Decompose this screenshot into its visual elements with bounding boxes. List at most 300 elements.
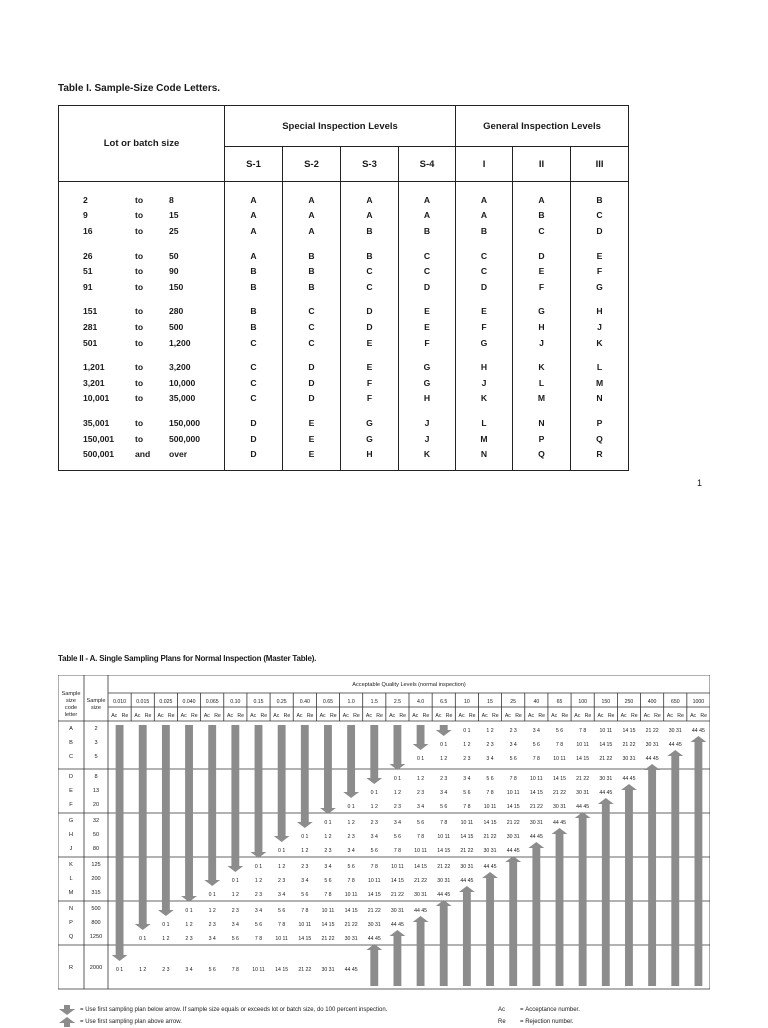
- sample-size: 800: [91, 920, 101, 926]
- ac-re-pair: 0 1: [416, 756, 425, 762]
- ac-re-pair: 7 8: [278, 922, 286, 928]
- ac-re-pair: 30 31: [414, 892, 428, 898]
- code-letter-cell: H: [456, 350, 513, 375]
- ac-re-pair: 5 6: [324, 878, 332, 884]
- ac-re-pair: 5 6: [254, 922, 263, 928]
- sample-size: 80: [92, 846, 100, 852]
- ac-re-pair: 30 31: [390, 908, 404, 914]
- aql-value: 6.5: [440, 699, 448, 705]
- ac-re-pair: 7 8: [463, 804, 471, 810]
- size-header-line: size: [91, 705, 101, 711]
- column-header: II: [513, 147, 571, 182]
- ac-re-pair: 10 11: [599, 728, 613, 734]
- eq-sign: =: [80, 1019, 84, 1025]
- ac-re-pair: 30 31: [367, 922, 381, 928]
- ac-re-pair: 0 1: [440, 742, 448, 748]
- ac-re-pair: 44 45: [414, 908, 428, 914]
- ac-re-pair: 0 1: [347, 804, 355, 810]
- ac-re-pair: 2 3: [416, 790, 425, 796]
- aql-value: 0.065: [205, 699, 219, 705]
- lot-to: 500,000: [169, 433, 201, 444]
- code-letter-cell: F: [341, 391, 399, 407]
- lot-from: 91: [83, 281, 93, 292]
- re-label: Re: [584, 713, 592, 719]
- ac-re-pair: 3 4: [185, 967, 193, 973]
- code-letter-cell: G: [341, 431, 399, 447]
- code-letter-cell: E: [341, 335, 399, 351]
- code-letter-cell: K: [571, 335, 629, 351]
- aql-value: 25: [510, 699, 517, 705]
- ac-re-pair: 5 6: [393, 834, 402, 840]
- ac-re-pair: 1 2: [463, 742, 471, 748]
- ac-re-pair: 10 11: [391, 864, 404, 870]
- ac-re-pair: 0 1: [254, 864, 263, 870]
- aql-value: 0.10: [230, 699, 241, 705]
- re-label: Re: [353, 713, 360, 719]
- ac-re-pair: 5 6: [370, 848, 378, 854]
- ac-re-pair: 21 22: [553, 790, 566, 796]
- legend-re: [498, 1016, 580, 1028]
- lot-sep: to: [135, 306, 144, 317]
- ac-re-pair: 1 2: [347, 820, 355, 826]
- ac-re-pair: 21 22: [483, 834, 497, 840]
- ac-re-pair: 10 11: [460, 820, 474, 826]
- ac-label: Ac: [157, 713, 164, 719]
- re-label: Re: [260, 713, 268, 719]
- lot-range-cell: [59, 263, 225, 279]
- lot-sep: to: [135, 393, 144, 404]
- code-letter-cell: M: [571, 375, 629, 391]
- ac-re-pair: 44 45: [645, 756, 659, 762]
- ac-re-pair: 30 31: [553, 804, 566, 810]
- down-arrow-icon: [251, 725, 267, 858]
- lot-size-header: Lot or batch size: [59, 106, 225, 182]
- ac-re-pair: 0 1: [370, 790, 378, 796]
- code-letter-cell: B: [225, 319, 283, 335]
- aql-value: 4.0: [416, 699, 425, 705]
- ac-re-pair: 7 8: [440, 820, 448, 826]
- lot-sep: to: [135, 266, 144, 277]
- ac-re-pair: 44 45: [367, 936, 381, 942]
- ac-re-pair: 44 45: [691, 728, 705, 734]
- lot-to: 3,200: [169, 362, 191, 373]
- ac-re-pair: 44 45: [483, 864, 497, 870]
- code-letter: C: [68, 754, 74, 760]
- ac-re-pair: 7 8: [509, 776, 517, 782]
- ac-re-pair: 14 15: [414, 864, 428, 870]
- ac-re-pair: 14 15: [622, 728, 636, 734]
- ac-re-pair: 7 8: [347, 878, 355, 884]
- up-arrow-icon: [644, 764, 660, 986]
- ac-re-pair: 21 22: [506, 820, 520, 826]
- code-letter: P: [69, 920, 73, 926]
- code-letter: M: [68, 890, 74, 896]
- code-letter-cell: D: [456, 279, 513, 295]
- code-letter-cell: N: [513, 406, 571, 431]
- code-letter-cell: J: [513, 335, 571, 351]
- aql-value: 10: [463, 699, 470, 705]
- legend-ac-label: Ac: [498, 1007, 506, 1013]
- ac-re-pair: 1 2: [301, 848, 309, 854]
- code-letter-cell: G: [399, 350, 456, 375]
- ac-re-pair: 7 8: [370, 864, 378, 870]
- ac-re-pair: 3 4: [440, 790, 448, 796]
- ac-re-pair: 21 22: [344, 922, 358, 928]
- ac-re-pair: 0 1: [231, 878, 239, 884]
- ac-re-pair: 2 3: [347, 834, 355, 840]
- down-arrow-icon: [390, 725, 406, 770]
- column-header: S-4: [399, 147, 456, 182]
- ac-label: Ac: [134, 713, 141, 719]
- lot-range-cell: [59, 319, 225, 335]
- ac-re-pair: 5 6: [416, 820, 425, 826]
- ac-re-pair: 21 22: [321, 936, 335, 942]
- table-row: [59, 406, 629, 431]
- re-label: Re: [607, 713, 615, 719]
- ac-re-pair: 21 22: [390, 892, 404, 898]
- lot-from: 51: [83, 266, 93, 277]
- ac-re-pair: 44 45: [668, 742, 682, 748]
- up-arrow-icon: [390, 930, 406, 986]
- aql-value: 15: [487, 699, 493, 705]
- code-letter-cell: J: [571, 319, 629, 335]
- down-arrow-icon: [320, 725, 336, 814]
- table-row: [59, 182, 629, 208]
- code-letter-cell: E: [283, 406, 341, 431]
- code-letter-cell: D: [399, 279, 456, 295]
- re-label: Re: [700, 713, 708, 719]
- code-letter: B: [69, 740, 73, 746]
- code-letter-cell: D: [225, 431, 283, 447]
- ac-re-pair: 30 31: [645, 742, 659, 748]
- ac-re-pair: 5 6: [278, 908, 286, 914]
- down-arrow-icon: [297, 725, 313, 828]
- code-letter-cell: B: [283, 279, 341, 295]
- ac-re-pair: 21 22: [414, 878, 428, 884]
- ac-re-pair: 14 15: [437, 848, 451, 854]
- code-letter-cell: J: [399, 406, 456, 431]
- ac-re-pair: 0 1: [115, 967, 124, 973]
- table-row: [59, 295, 629, 320]
- ac-re-pair: 44 45: [506, 848, 520, 854]
- up-arrow-icon: [436, 900, 452, 986]
- column-header: S-1: [225, 147, 283, 182]
- code-letter-cell: Q: [513, 446, 571, 470]
- ac-re-pair: 21 22: [367, 908, 381, 914]
- down-arrow-icon: [135, 725, 151, 930]
- ac-re-pair: 10 11: [483, 804, 497, 810]
- code-letter-cell: C: [283, 295, 341, 320]
- legend: [498, 1004, 580, 1028]
- lot-range-cell: [59, 208, 225, 224]
- code-letter-cell: M: [456, 431, 513, 447]
- ac-re-pair: 1 2: [324, 834, 332, 840]
- ac-re-pair: 14 15: [344, 908, 358, 914]
- ac-re-pair: 5 6: [486, 776, 494, 782]
- ac-re-pair: 44 45: [576, 804, 590, 810]
- ac-re-pair: 2 3: [278, 878, 286, 884]
- lot-range-cell: [59, 239, 225, 264]
- ac-re-pair: 5 6: [301, 892, 309, 898]
- lot-sep: to: [135, 225, 144, 236]
- ac-re-pair: 44 45: [437, 892, 451, 898]
- ac-re-pair: 2 3: [231, 908, 239, 914]
- ac-re-pair: 10 11: [437, 834, 451, 840]
- ac-re-pair: 44 45: [529, 834, 543, 840]
- aql-value: 0.65: [322, 699, 334, 705]
- code-letter-cell: L: [571, 350, 629, 375]
- code-letter: F: [69, 802, 73, 808]
- ac-re-pair: 14 15: [553, 776, 566, 782]
- aql-header: Acceptable Quality Levels (normal inspection): [352, 682, 466, 688]
- ac-re-pair: 21 22: [599, 756, 613, 762]
- lot-range-cell: [59, 391, 225, 407]
- aql-value: 0.025: [159, 699, 173, 705]
- code-letter: Q: [68, 934, 74, 940]
- code-letter-cell: E: [571, 239, 629, 264]
- ac-label: Ac: [435, 713, 442, 719]
- ac-re-pair: 2 3: [370, 820, 378, 826]
- lot-to: 90: [169, 266, 179, 277]
- code-letter-cell: C: [283, 335, 341, 351]
- ac-re-pair: 1 2: [416, 776, 425, 782]
- ac-label: Ac: [574, 713, 581, 719]
- lot-range-cell: [59, 406, 225, 431]
- code-letter-cell: D: [225, 406, 283, 431]
- code-letter-cell: G: [399, 375, 456, 391]
- sample-size: 2: [94, 726, 98, 732]
- ac-re-pair: 5 6: [347, 864, 355, 870]
- ac-re-pair: 7 8: [579, 728, 587, 734]
- aql-value: 400: [647, 699, 657, 705]
- table1-title: Table I. Sample-Size Code Letters.: [58, 83, 221, 94]
- ac-label: Ac: [690, 713, 697, 719]
- ac-re-pair: 30 31: [437, 878, 451, 884]
- ac-re-pair: 2 3: [393, 804, 402, 810]
- ac-re-pair: 2 3: [185, 936, 193, 942]
- table-row: [59, 223, 629, 239]
- lot-sep: to: [135, 250, 144, 261]
- lot-range-cell: [59, 350, 225, 375]
- ac-re-pair: 0 1: [278, 848, 286, 854]
- code-letter-cell: J: [456, 375, 513, 391]
- down-arrow-icon: [343, 725, 359, 798]
- lot-sep: to: [135, 362, 144, 373]
- re-label: Re: [399, 713, 407, 719]
- code-letter-cell: G: [456, 335, 513, 351]
- ac-re-pair: 2 3: [208, 922, 216, 928]
- ac-re-pair: 30 31: [576, 790, 590, 796]
- code-letter: H: [68, 832, 74, 838]
- code-letter-cell: A: [456, 182, 513, 208]
- ac-label: Ac: [319, 713, 326, 719]
- code-letter-cell: D: [283, 350, 341, 375]
- code-letter-cell: B: [513, 208, 571, 224]
- ac-re-pair: 30 31: [483, 848, 497, 854]
- column-header: I: [456, 147, 513, 182]
- re-label: Re: [167, 713, 175, 719]
- ac-re-pair: 44 45: [622, 776, 636, 782]
- ac-re-pair: 1 2: [231, 892, 239, 898]
- ac-re-pair: 3 4: [231, 922, 239, 928]
- lot-to: 25: [169, 225, 179, 236]
- code-letter-cell: E: [456, 295, 513, 320]
- sample-size: 8: [94, 774, 98, 780]
- ac-re-pair: 1 2: [139, 967, 147, 973]
- legend-ac-text: Acceptance number.: [525, 1007, 580, 1013]
- code-letter-cell: K: [456, 391, 513, 407]
- ac-re-pair: 44 45: [390, 922, 404, 928]
- ac-re-pair: 1 2: [162, 936, 170, 942]
- ac-re-pair: 1 2: [254, 878, 263, 884]
- ac-re-pair: 2 3: [301, 864, 309, 870]
- ac-re-pair: 30 31: [344, 936, 358, 942]
- code-letter-cell: F: [456, 319, 513, 335]
- footer-up-text: Use first sampling plan above arrow.: [85, 1019, 182, 1025]
- code-letter-cell: B: [571, 182, 629, 208]
- down-arrow-icon: [366, 725, 382, 784]
- code-letter-cell: P: [513, 431, 571, 447]
- ac-label: Ac: [666, 713, 673, 719]
- lot-from: 500,001: [83, 449, 115, 460]
- lot-range-cell: [59, 279, 225, 295]
- ac-re-pair: 3 4: [347, 848, 355, 854]
- ac-re-pair: 21 22: [622, 742, 636, 748]
- ac-re-pair: 14 15: [483, 820, 497, 826]
- re-label: Re: [677, 713, 684, 719]
- code-letter-cell: E: [513, 263, 571, 279]
- ac-re-pair: 7 8: [231, 967, 239, 973]
- ac-re-pair: 0 1: [139, 936, 147, 942]
- code-letter: A: [69, 726, 73, 732]
- re-label: Re: [492, 713, 499, 719]
- ac-re-pair: 3 4: [532, 728, 540, 734]
- ac-re-pair: 2 3: [509, 728, 517, 734]
- lot-sep: to: [135, 377, 144, 388]
- code-letter-cell: E: [283, 446, 341, 470]
- re-label: Re: [630, 713, 638, 719]
- code-letter-cell: F: [571, 263, 629, 279]
- lot-from: 151: [83, 306, 98, 317]
- ac-re-pair: 3 4: [509, 742, 517, 748]
- footer-down-text: Use first sampling plan below arrow. If sample size equals or exceeds lot or batch size, do 100 percent inspection.: [85, 1007, 388, 1013]
- aql-value: 65: [556, 699, 563, 705]
- ac-label: Ac: [250, 713, 257, 719]
- ac-label: Ac: [551, 713, 558, 719]
- aql-value: 2.5: [393, 699, 402, 705]
- ac-re-pair: 10 11: [275, 936, 288, 942]
- code-letter-cell: A: [225, 239, 283, 264]
- code-letter-cell: B: [399, 223, 456, 239]
- sample-size: 13: [92, 788, 100, 794]
- lot-to: 10,000: [169, 377, 196, 388]
- lot-from: 501: [83, 337, 98, 348]
- table-row: [59, 391, 629, 407]
- code-letter-cell: A: [341, 182, 399, 208]
- lot-to: over: [169, 449, 188, 460]
- lot-to: 1,200: [169, 337, 191, 348]
- sample-size: 315: [91, 890, 101, 896]
- code-letter-cell: B: [225, 263, 283, 279]
- code-letter-cell: A: [513, 182, 571, 208]
- lot-to: 15: [169, 210, 179, 221]
- code-letter-cell: C: [513, 223, 571, 239]
- sample-size: 200: [91, 876, 101, 882]
- up-arrow-icon: [552, 828, 568, 986]
- code-letter-cell: B: [283, 263, 341, 279]
- ac-re-pair: 30 31: [321, 967, 335, 973]
- page-number: 1: [697, 478, 703, 488]
- code-letter: N: [68, 906, 74, 912]
- table-row: [59, 375, 629, 391]
- ac-re-pair: 21 22: [437, 864, 451, 870]
- ac-re-pair: 0 1: [324, 820, 332, 826]
- ac-re-pair: 14 15: [506, 804, 520, 810]
- code-letter-cell: D: [283, 391, 341, 407]
- ac-re-pair: 7 8: [532, 756, 540, 762]
- aql-value: 40: [533, 699, 540, 705]
- ac-re-pair: 14 15: [599, 742, 613, 748]
- re-label: Re: [144, 713, 152, 719]
- lot-from: 26: [83, 250, 93, 261]
- aql-value: 0.15: [253, 699, 264, 705]
- down-arrow-icon: [413, 725, 429, 750]
- aql-value: 1.5: [370, 699, 378, 705]
- code-letter-cell: A: [399, 182, 456, 208]
- code-header-line: letter: [64, 712, 78, 718]
- ac-re-pair: 7 8: [555, 742, 564, 748]
- legend-ac: [498, 1004, 580, 1016]
- lot-range-cell: [59, 182, 225, 208]
- ac-re-pair: 1 2: [393, 790, 402, 796]
- ac-label: Ac: [180, 713, 187, 719]
- code-letter-cell: P: [571, 406, 629, 431]
- ac-re-pair: 30 31: [599, 776, 613, 782]
- re-label: Re: [214, 713, 221, 719]
- table-row: [59, 431, 629, 447]
- ac-re-pair: 14 15: [576, 756, 590, 762]
- table-row: [59, 279, 629, 295]
- lot-range-cell: [59, 375, 225, 391]
- code-letter-cell: N: [456, 446, 513, 470]
- code-letter-cell: G: [341, 406, 399, 431]
- code-letter-cell: H: [341, 446, 399, 470]
- ac-re-pair: 21 22: [529, 804, 543, 810]
- lot-sep: to: [135, 281, 144, 292]
- ac-re-pair: 1 2: [208, 908, 216, 914]
- table-row: [59, 263, 629, 279]
- ac-re-pair: 1 2: [486, 728, 494, 734]
- single-sampling-master-table: [58, 675, 710, 1002]
- code-letter-cell: D: [341, 319, 399, 335]
- code-letter-cell: B: [225, 279, 283, 295]
- lot-sep: to: [135, 321, 144, 332]
- ac-label: Ac: [203, 713, 210, 719]
- footer-down-row: [58, 1004, 758, 1016]
- re-label: Re: [329, 713, 337, 719]
- eq-sign: =: [520, 1019, 524, 1025]
- ac-re-pair: 3 4: [278, 892, 286, 898]
- sample-size: 125: [91, 862, 101, 868]
- ac-re-pair: 5 6: [555, 728, 564, 734]
- ac-re-pair: 3 4: [463, 776, 471, 782]
- up-arrow-icon: [691, 736, 707, 986]
- legend-re-text: Rejection number.: [525, 1019, 574, 1025]
- up-arrow-icon: [413, 916, 429, 986]
- lot-from: 281: [83, 321, 98, 332]
- re-label: Re: [515, 713, 522, 719]
- lot-sep: to: [135, 337, 144, 348]
